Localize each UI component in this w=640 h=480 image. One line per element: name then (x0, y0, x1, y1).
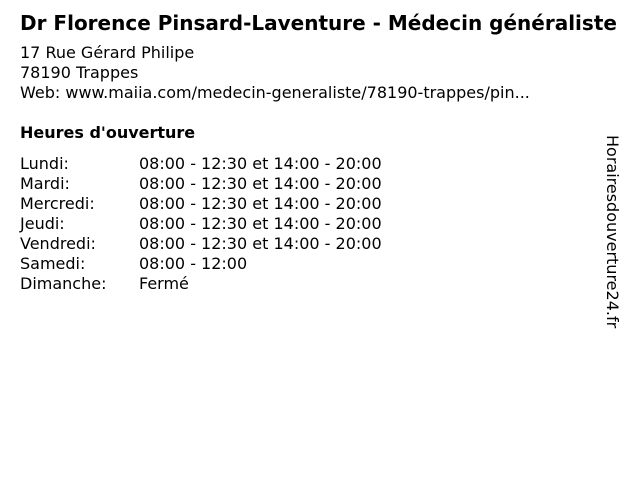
day-label: Mercredi: (20, 194, 95, 213)
day-label: Samedi: (20, 254, 86, 273)
address-city: 78190 Trappes (20, 63, 139, 82)
day-label: Lundi: (20, 154, 69, 173)
time-value: 08:00 - 12:00 (139, 254, 248, 273)
page-title: Dr Florence Pinsard-Laventure - Médecin généraliste (20, 11, 617, 35)
time-value: 08:00 - 12:30 et 14:00 - 20:00 (139, 174, 382, 193)
time-value: 08:00 - 12:30 et 14:00 - 20:00 (139, 154, 382, 173)
time-value: Fermé (139, 274, 189, 293)
day-label: Mardi: (20, 174, 70, 193)
time-value: 08:00 - 12:30 et 14:00 - 20:00 (139, 194, 382, 213)
opening-hours-heading: Heures d'ouverture (20, 123, 196, 142)
time-value: 08:00 - 12:30 et 14:00 - 20:00 (139, 234, 382, 253)
time-value: 08:00 - 12:30 et 14:00 - 20:00 (139, 214, 382, 233)
day-label: Jeudi: (20, 214, 65, 233)
day-label: Dimanche: (20, 274, 107, 293)
address-street: 17 Rue Gérard Philipe (20, 43, 195, 62)
website-text: Web: www.maiia.com/medecin-generaliste/78190-trappes/pin... (20, 83, 530, 102)
day-label: Vendredi: (20, 234, 96, 253)
site-watermark: Horairesdouverture24.fr (603, 135, 622, 329)
address-block (20, 43, 530, 103)
